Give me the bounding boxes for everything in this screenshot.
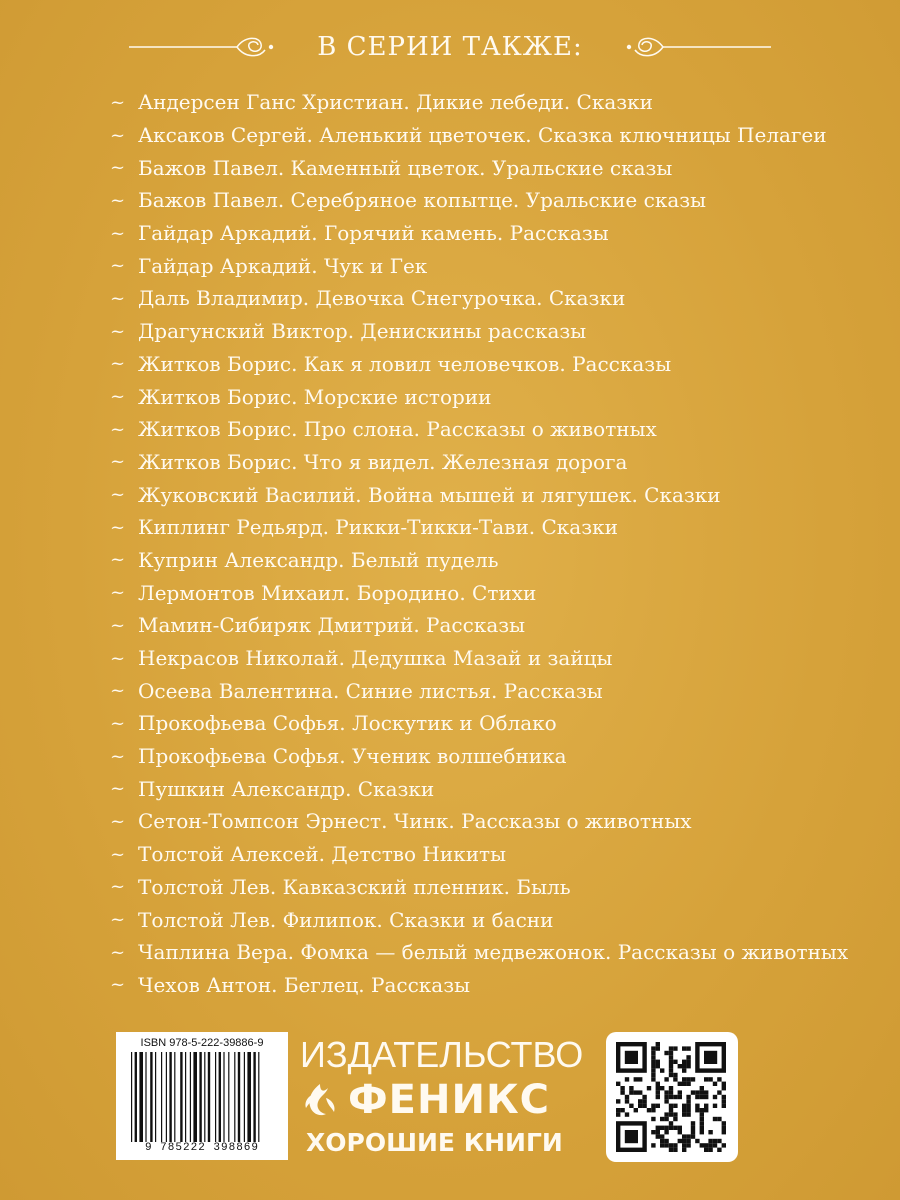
publisher-slogan: ХОРОШИЕ КНИГИ [306,1128,563,1157]
list-marker: ~ [110,745,126,767]
book-list-item [110,740,870,773]
book-list-item [110,446,870,479]
book-title: Бажов Павел. Серебряное копытце. Уральские сказы [138,188,707,213]
book-list-item [110,315,870,348]
list-marker: ~ [110,974,126,996]
book-title: Мамин-Сибиряк Дмитрий. Рассказы [138,613,526,638]
qr-code [606,1032,738,1162]
book-title: Толстой Лев. Филипок. Сказки и басни [138,907,554,932]
book-list-item [110,119,870,152]
book-title: Куприн Александр. Белый пудель [138,547,499,572]
book-title: Аксаков Сергей. Аленький цветочек. Сказка ключницы Пелагеи [138,123,827,148]
list-marker: ~ [110,582,126,604]
list-marker: ~ [110,647,126,669]
book-title: Бажов Павел. Каменный цветок. Уральские сказы [138,155,673,180]
book-title: Прокофьева Софья. Лоскутик и Облако [138,711,557,736]
isbn-barcode [116,1032,288,1160]
book-list-item [110,707,870,740]
list-marker: ~ [110,941,126,963]
book-title: Даль Владимир. Девочка Снегурочка. Сказки [138,286,626,311]
list-marker: ~ [110,353,126,375]
book-list-item [110,151,870,184]
book-title: Жуковский Василий. Война мышей и лягушек. Сказки [138,482,721,507]
list-marker: ~ [110,451,126,473]
book-title: Сетон-Томпсон Эрнест. Чинк. Рассказы о животных [138,809,692,834]
list-marker: ~ [110,484,126,506]
book-list-item [110,969,870,1002]
book-title: Осеева Валентина. Синие листья. Рассказы [138,678,603,703]
book-list-item [110,544,870,577]
list-marker: ~ [110,222,126,244]
list-marker: ~ [110,320,126,342]
left-flourish-ornament [127,32,277,62]
list-marker: ~ [110,712,126,734]
isbn-number: ISBN 978-5-222-39886-9 [140,1037,264,1049]
list-marker: ~ [110,516,126,538]
book-list-item [110,217,870,250]
book-list-item [110,576,870,609]
list-marker: ~ [110,843,126,865]
list-marker: ~ [110,549,126,571]
book-list-item [110,282,870,315]
book-title: Драгунский Виктор. Денискины рассказы [138,319,587,344]
book-list-item [110,838,870,871]
list-marker: ~ [110,386,126,408]
book-list-item [110,86,870,119]
list-marker: ~ [110,157,126,179]
list-marker: ~ [110,876,126,898]
book-list-item [110,511,870,544]
book-list-item [110,609,870,642]
book-list-item [110,805,870,838]
list-marker: ~ [110,124,126,146]
book-title: Толстой Лев. Кавказский пленник. Быль [138,874,571,899]
right-flourish-ornament [623,32,773,62]
list-marker: ~ [110,189,126,211]
book-list-item [110,903,870,936]
publisher-footer [0,1032,900,1162]
list-marker: ~ [110,91,126,113]
book-list-item [110,674,870,707]
book-title: Гайдар Аркадий. Чук и Гек [138,253,428,278]
barcode-bars [127,1052,277,1142]
book-title: Пушкин Александр. Сказки [138,776,435,801]
book-title: Житков Борис. Что я видел. Железная дорога [138,449,628,474]
list-marker: ~ [110,614,126,636]
book-list-item [110,871,870,904]
phoenix-logo-icon [300,1080,340,1120]
list-marker: ~ [110,255,126,277]
series-header [0,22,900,72]
book-title: Некрасов Николай. Дедушка Мазай и зайцы [138,646,613,671]
book-title: Андерсен Ганс Христиан. Дикие лебеди. Сказки [138,90,653,115]
book-title: Прокофьева Софья. Ученик волшебника [138,744,567,769]
book-title: Житков Борис. Как я ловил человечков. Рассказы [138,351,672,376]
list-marker: ~ [110,909,126,931]
publisher-name: ФЕНИКС [348,1077,550,1123]
book-title: Житков Борис. Про слона. Рассказы о животных [138,417,657,442]
book-title: Гайдар Аркадий. Горячий камень. Рассказы [138,221,609,246]
book-list-item [110,380,870,413]
book-title: Толстой Алексей. Детство Никиты [138,842,507,867]
list-marker: ~ [110,680,126,702]
book-title: Киплинг Редьярд. Рикки-Тикки-Тави. Сказки [138,515,618,540]
series-title: В СЕРИИ ТАКЖЕ: [317,32,583,62]
book-list-item [110,413,870,446]
book-title: Чехов Антон. Беглец. Рассказы [138,972,471,997]
book-list-item [110,936,870,969]
book-title: Житков Борис. Морские истории [138,384,492,409]
book-list-item [110,184,870,217]
book-title: Лермонтов Михаил. Бородино. Стихи [138,580,537,605]
publisher-brand [300,1078,600,1122]
book-list-item [110,478,870,511]
book-title: Чаплина Вера. Фомка — белый медвежонок. Рассказы о животных [138,940,849,965]
list-marker: ~ [110,778,126,800]
qr-code-pattern [606,1032,738,1162]
list-marker: ~ [110,287,126,309]
list-marker: ~ [110,418,126,440]
book-list [110,86,870,1001]
book-list-item [110,249,870,282]
book-list-item [110,772,870,805]
publisher-label: ИЗДАТЕЛЬСТВО [300,1034,584,1075]
book-list-item [110,642,870,675]
ean-digits: 9 785222 398869 [144,1142,260,1154]
list-marker: ~ [110,810,126,832]
book-list-item [110,348,870,381]
